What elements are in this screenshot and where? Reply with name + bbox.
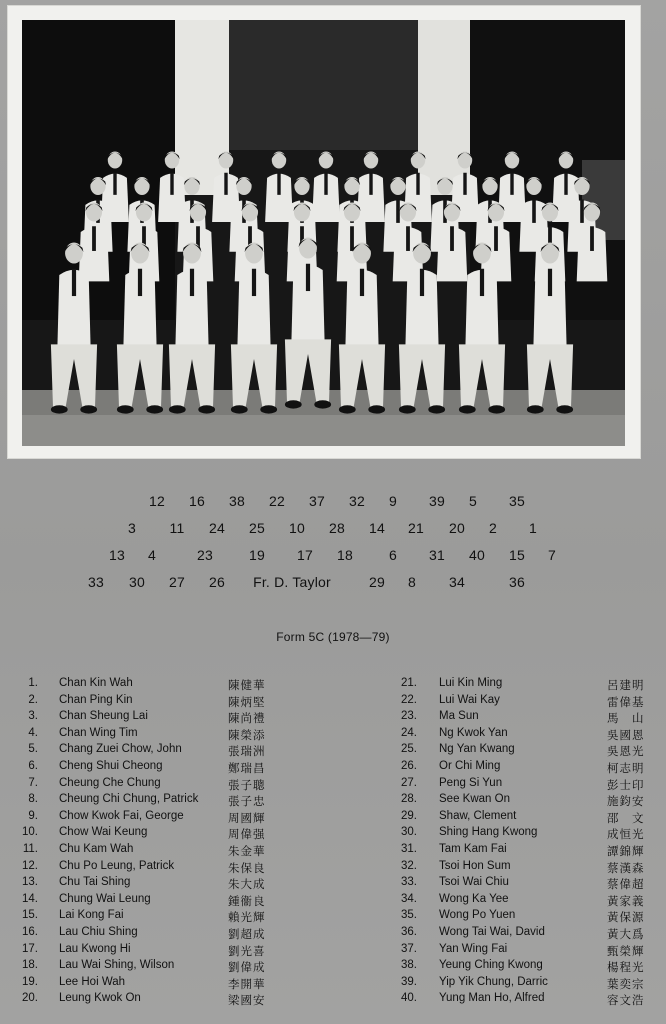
student-number: 4. xyxy=(28,726,38,739)
student-english-name: Ng Kwok Yan xyxy=(439,726,508,739)
photo-frame xyxy=(8,6,640,458)
student-chinese-name: 賴光輝 xyxy=(228,910,266,925)
student-english-name: Ng Yan Kwang xyxy=(439,743,515,756)
position-number: 14 xyxy=(369,520,385,536)
position-number: 5 xyxy=(469,493,477,509)
student-english-name: Cheung Chi Chung, Patrick xyxy=(59,793,199,806)
student-english-name: Chan Ping Kin xyxy=(59,693,133,706)
student-chinese-name: 黃大爲 xyxy=(607,927,645,941)
student-number: 35. xyxy=(401,909,417,922)
student-number: 37. xyxy=(401,942,417,955)
student-english-name: Cheung Che Chung xyxy=(59,776,161,789)
student-english-name: Chow Wai Keung xyxy=(59,826,148,839)
student-english-name: Chung Wai Leung xyxy=(59,892,151,905)
student-english-name: Chan Wing Tim xyxy=(59,726,138,739)
student-english-name: Peng Si Yun xyxy=(439,776,503,789)
student-number: 36. xyxy=(401,926,417,938)
number-row-4 xyxy=(0,574,666,594)
student-number: 40. xyxy=(401,992,417,1005)
student-number: 2. xyxy=(28,693,38,706)
student-english-name: Yung Man Ho, Alfred xyxy=(439,992,545,1005)
student-chinese-name: 楊程光 xyxy=(607,960,645,975)
position-number: 34 xyxy=(449,574,465,590)
student-number: 26. xyxy=(401,760,417,772)
position-number: 37 xyxy=(309,493,325,509)
position-number: 26 xyxy=(209,574,225,590)
position-number: 18 xyxy=(337,547,353,563)
student-chinese-name: 陳健華 xyxy=(228,678,266,692)
student-chinese-name: 張子忠 xyxy=(228,794,266,809)
student-english-name: Chu Tai Shing xyxy=(59,876,131,889)
student-english-name: Lui Kin Ming xyxy=(439,677,503,689)
student-number: 21. xyxy=(401,677,417,689)
student-chinese-name: 梁國安 xyxy=(228,993,266,1008)
student-number: 13. xyxy=(22,876,38,889)
student-chinese-name: 周國輝 xyxy=(228,810,266,825)
position-number: 39 xyxy=(429,493,445,509)
position-number: 24 xyxy=(209,520,225,536)
position-number: 38 xyxy=(229,493,245,509)
student-chinese-name: 容文浩 xyxy=(607,993,645,1008)
position-number: 30 xyxy=(129,574,145,590)
student-number: 18. xyxy=(22,959,38,972)
student-english-name: Lee Hoi Wah xyxy=(59,975,126,988)
number-row-1 xyxy=(0,493,666,513)
form-title: Form 5C (1978—79) xyxy=(276,630,390,644)
student-english-name: Cheng Shui Cheong xyxy=(59,760,163,772)
class-photo xyxy=(22,20,625,446)
student-number: 5. xyxy=(28,743,38,756)
student-number: 11. xyxy=(22,843,38,855)
position-number: 2 xyxy=(489,520,497,536)
student-english-name: Lai Kong Fai xyxy=(59,909,124,922)
student-english-name: Lau Chiu Shing xyxy=(59,926,138,938)
student-chinese-name: 黃保源 xyxy=(607,910,645,925)
position-number: 21 xyxy=(408,520,424,536)
student-english-name: Tsoi Hon Sum xyxy=(439,859,511,872)
student-chinese-name: 劉偉成 xyxy=(228,960,266,975)
student-english-name: Tam Kam Fai xyxy=(439,843,507,855)
student-chinese-name: 吳恩光 xyxy=(607,744,645,759)
student-number: 39. xyxy=(401,975,417,988)
student-english-name: Chu Kam Wah xyxy=(59,843,134,855)
student-english-name: Leung Kwok On xyxy=(59,992,141,1005)
student-chinese-name: 譚錦輝 xyxy=(607,844,645,858)
student-number: 8. xyxy=(28,793,38,806)
student-number: 30. xyxy=(401,826,417,839)
position-number: 15 xyxy=(509,547,525,563)
student-chinese-name: 黃家義 xyxy=(607,893,645,908)
student-number: 14. xyxy=(22,892,38,905)
student-chinese-name: 張瑞洲 xyxy=(228,744,266,759)
student-number: 15. xyxy=(22,909,38,922)
position-number: 17 xyxy=(297,547,313,563)
position-number: 36 xyxy=(509,574,525,590)
student-english-name: Yip Yik Chung, Darric xyxy=(439,975,548,988)
position-number: 6 xyxy=(389,547,397,563)
position-number: 35 xyxy=(509,493,525,509)
student-english-name: Chan Sheung Lai xyxy=(59,710,148,723)
position-number: 33 xyxy=(88,574,104,590)
number-row-2 xyxy=(0,520,666,540)
student-chinese-name: 陳榮添 xyxy=(228,727,266,742)
student-number: 7. xyxy=(28,776,38,789)
position-number: 23 xyxy=(197,547,213,563)
position-number: 11 xyxy=(169,520,185,536)
student-number: 9. xyxy=(28,809,38,822)
student-number: 10. xyxy=(22,826,38,839)
position-number: 8 xyxy=(408,574,416,590)
student-chinese-name: 朱大成 xyxy=(228,877,266,892)
position-number: 20 xyxy=(449,520,465,536)
student-english-name: Shaw, Clement xyxy=(439,809,517,822)
student-number: 27. xyxy=(401,776,417,789)
student-english-name: Wong Po Yuen xyxy=(439,909,516,922)
student-number: 19. xyxy=(22,975,38,988)
student-chinese-name: 劉超成 xyxy=(228,927,266,941)
student-english-name: Wong Ka Yee xyxy=(439,892,509,905)
student-english-name: Chang Zuei Chow, John xyxy=(59,743,182,756)
position-number: 10 xyxy=(289,520,305,536)
position-number: 12 xyxy=(149,493,165,509)
student-english-name: Yan Wing Fai xyxy=(439,942,508,955)
student-english-name: Chan Kin Wah xyxy=(59,677,133,689)
student-chinese-name: 彭士印 xyxy=(607,777,645,792)
student-chinese-name: 朱金華 xyxy=(228,844,266,858)
student-chinese-name: 馬 山 xyxy=(607,711,645,726)
student-english-name: Ma Sun xyxy=(439,710,479,723)
student-english-name: Lau Wai Shing, Wilson xyxy=(59,959,175,972)
student-number: 25. xyxy=(401,743,417,756)
number-row-3 xyxy=(0,547,666,567)
position-number: 27 xyxy=(169,574,185,590)
student-english-name: See Kwan On xyxy=(439,793,510,806)
student-number: 6. xyxy=(28,760,38,772)
student-chinese-name: 周偉强 xyxy=(228,827,266,842)
student-chinese-name: 朱保良 xyxy=(228,860,266,875)
student-english-name: Lui Wai Kay xyxy=(439,693,500,706)
student-number: 3. xyxy=(28,710,38,723)
student-english-name: Shing Hang Kwong xyxy=(439,826,538,839)
student-number: 17. xyxy=(22,942,38,955)
position-number: 22 xyxy=(269,493,285,509)
position-number: 31 xyxy=(429,547,445,563)
student-chinese-name: 吳國恩 xyxy=(607,727,645,742)
student-english-name: Chow Kwok Fai, George xyxy=(59,809,184,822)
student-number: 20. xyxy=(22,992,38,1005)
student-number: 23. xyxy=(401,710,417,723)
student-number: 29. xyxy=(401,809,417,822)
student-chinese-name: 蔡漢森 xyxy=(607,860,645,875)
student-english-name: Yeung Ching Kwong xyxy=(439,959,543,972)
student-number: 38. xyxy=(401,959,417,972)
student-chinese-name: 鍾衞良 xyxy=(228,893,266,908)
student-chinese-name: 邵 文 xyxy=(607,810,645,825)
student-english-name: Chu Po Leung, Patrick xyxy=(59,859,175,872)
position-number: 3 xyxy=(128,520,136,536)
position-number: 4 xyxy=(148,547,156,563)
student-number: 34. xyxy=(401,892,417,905)
student-english-name: Lau Kwong Hi xyxy=(59,942,131,955)
student-chinese-name: 張子聰 xyxy=(228,777,266,792)
student-chinese-name: 李開華 xyxy=(228,976,266,991)
student-number: 33. xyxy=(401,876,417,889)
teacher-label: Fr. D. Taylor xyxy=(253,574,331,590)
student-chinese-name: 蔡偉超 xyxy=(607,877,645,892)
student-chinese-name: 葉奕宗 xyxy=(607,976,645,991)
student-chinese-name: 施鈞安 xyxy=(607,794,645,809)
position-number: 9 xyxy=(389,493,397,509)
position-number: 16 xyxy=(189,493,205,509)
position-number: 32 xyxy=(349,493,365,509)
student-chinese-name: 呂建明 xyxy=(607,678,645,692)
position-number: 25 xyxy=(249,520,265,536)
position-number: 1 xyxy=(529,520,537,536)
student-number: 32. xyxy=(401,859,417,872)
class-photo-illustration xyxy=(22,20,625,446)
student-english-name: Wong Tai Wai, David xyxy=(439,926,545,938)
student-english-name: Tsoi Wai Chiu xyxy=(439,876,509,889)
student-chinese-name: 甄榮輝 xyxy=(607,943,645,958)
student-number: 22. xyxy=(401,693,417,706)
student-number: 12. xyxy=(22,859,38,872)
student-chinese-name: 陳炳堅 xyxy=(228,694,266,709)
position-number: 7 xyxy=(548,547,556,563)
student-chinese-name: 雷偉基 xyxy=(607,694,645,709)
position-number: 40 xyxy=(469,547,485,563)
student-chinese-name: 鄭瑞昌 xyxy=(228,761,266,775)
student-chinese-name: 陳尚禮 xyxy=(228,711,266,726)
student-number: 31. xyxy=(401,843,417,855)
position-number: 19 xyxy=(249,547,265,563)
student-chinese-name: 柯志明 xyxy=(607,761,645,775)
student-chinese-name: 成恒光 xyxy=(607,827,645,842)
position-number: 13 xyxy=(109,547,125,563)
student-number: 28. xyxy=(401,793,417,806)
student-number: 24. xyxy=(401,726,417,739)
student-number: 16. xyxy=(22,926,38,938)
student-chinese-name: 劉光喜 xyxy=(228,943,266,958)
position-number: 28 xyxy=(329,520,345,536)
position-number: 29 xyxy=(369,574,385,590)
student-number: 1. xyxy=(28,677,38,689)
student-english-name: Or Chi Ming xyxy=(439,760,501,772)
